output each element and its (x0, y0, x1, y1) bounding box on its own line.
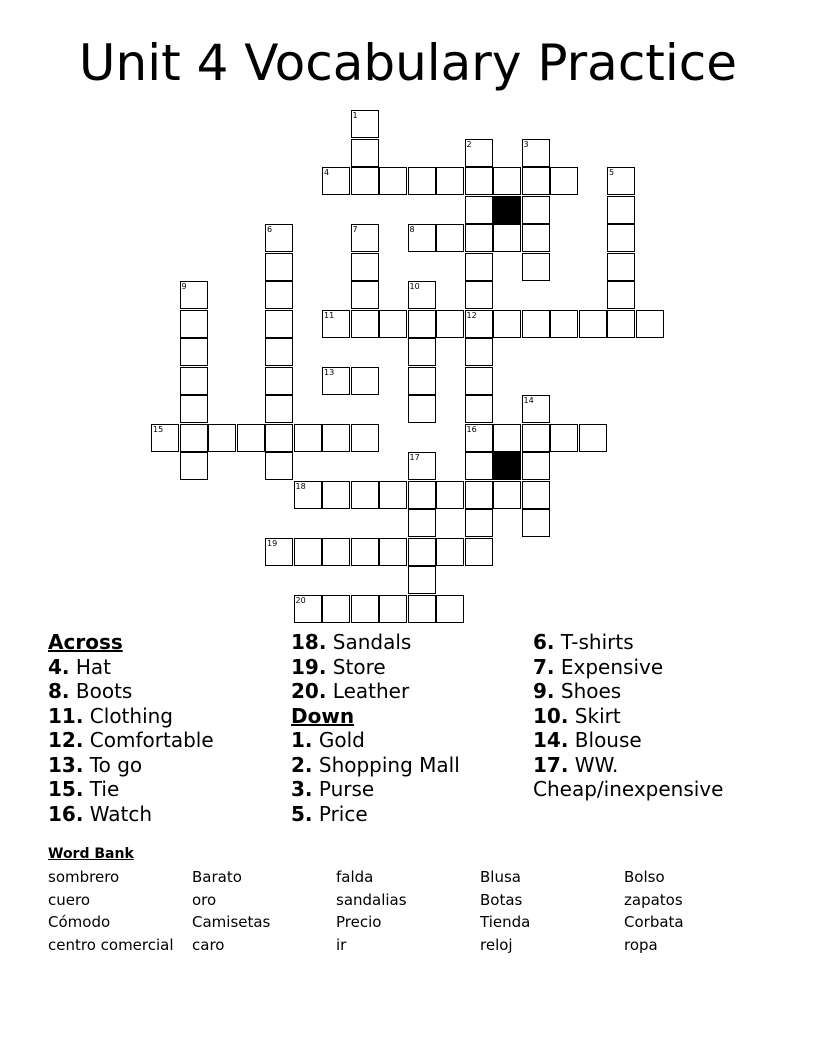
grid-cell[interactable] (465, 424, 493, 452)
grid-cell[interactable] (607, 253, 635, 281)
grid-cell[interactable] (522, 253, 550, 281)
grid-cell[interactable] (379, 167, 407, 195)
grid-cell[interactable] (265, 281, 293, 309)
grid-cell[interactable] (237, 424, 265, 452)
clue-number: 8. (48, 679, 70, 703)
grid-cell[interactable] (522, 167, 550, 195)
clue-number: 13. (48, 752, 84, 777)
grid-cell[interactable] (294, 595, 322, 623)
clue-text: Skirt (574, 703, 621, 728)
cell-number: 1 (352, 111, 358, 120)
grid-cell[interactable] (265, 310, 293, 338)
grid-cell[interactable] (265, 424, 293, 452)
word-bank-column (480, 866, 530, 956)
grid-cell[interactable] (522, 452, 550, 480)
grid-cell[interactable] (322, 167, 350, 195)
clue-item (48, 704, 214, 729)
cell-number: 6 (267, 225, 273, 234)
grid-cell[interactable] (493, 424, 521, 452)
grid-cell[interactable] (607, 224, 635, 252)
clue-item (291, 777, 460, 802)
clue-number: 3. (291, 777, 313, 801)
cell-number: 5 (609, 168, 615, 177)
grid-cell[interactable] (265, 338, 293, 366)
clue-item (291, 679, 460, 704)
grid-cell[interactable] (436, 595, 464, 623)
grid-cell[interactable] (322, 424, 350, 452)
word-bank-word: Tienda (480, 913, 531, 931)
grid-cell[interactable] (436, 481, 464, 509)
grid-cell[interactable] (465, 452, 493, 480)
clue-item (533, 630, 723, 655)
grid-cell[interactable] (465, 509, 493, 537)
cell-number: 13 (324, 367, 335, 377)
grid-cell[interactable] (465, 338, 493, 366)
clue-number: 18. (291, 630, 327, 654)
clue-text: Leather (332, 679, 410, 703)
word-bank-word: falda (336, 868, 374, 886)
clue-text: To go (89, 752, 143, 777)
clue-column-1 (48, 630, 214, 826)
cell-number: 7 (352, 225, 358, 234)
grid-cell[interactable] (408, 452, 436, 480)
word-bank-word: Bolso (624, 868, 665, 886)
clue-item (291, 728, 460, 753)
page-title: Unit 4 Vocabulary Practice (78, 34, 738, 92)
word-bank-word: Botas (480, 890, 523, 909)
grid-cell[interactable] (408, 224, 436, 252)
grid-cell[interactable] (408, 481, 436, 509)
grid-cell[interactable] (465, 167, 493, 195)
clue-number: 5. (291, 801, 313, 826)
grid-cell[interactable] (522, 139, 550, 167)
clue-number: 16. (48, 801, 84, 826)
grid-cell[interactable] (522, 224, 550, 252)
grid-cell[interactable] (351, 481, 379, 509)
clue-text: Price (318, 801, 368, 826)
grid-cell[interactable] (208, 424, 236, 452)
grid-cell[interactable] (294, 481, 322, 509)
clue-number: 10. (533, 703, 569, 728)
grid-cell[interactable] (408, 538, 436, 566)
grid-cell[interactable] (408, 367, 436, 395)
word-bank-word: Corbata (624, 913, 684, 931)
clue-text: Gold (318, 728, 365, 752)
clue-item (291, 630, 460, 655)
grid-cell[interactable] (465, 310, 493, 338)
cell-number: 14 (523, 396, 534, 405)
cell-number: 4 (324, 168, 330, 177)
cell-number: 2 (466, 139, 472, 149)
grid-cell[interactable] (265, 452, 293, 480)
grid-cell[interactable] (465, 281, 493, 309)
grid-cell[interactable] (351, 139, 379, 167)
clue-text: Boots (75, 679, 133, 703)
clue-item (533, 777, 723, 802)
grid-cell[interactable] (522, 395, 550, 423)
clue-item (48, 777, 214, 802)
grid-cell[interactable] (351, 424, 379, 452)
cell-number: 12 (466, 310, 477, 320)
grid-cell[interactable] (265, 395, 293, 423)
grid-cell[interactable] (322, 310, 350, 338)
grid-cell[interactable] (379, 481, 407, 509)
grid-cell[interactable] (379, 595, 407, 623)
grid-cell[interactable] (493, 224, 521, 252)
clue-number: 19. (291, 654, 327, 679)
word-bank-word: Camisetas (192, 913, 271, 931)
grid-cell[interactable] (607, 281, 635, 309)
grid-cell[interactable] (408, 566, 436, 594)
word-bank-word: sombrero (48, 868, 120, 886)
clue-text: Clothing (89, 703, 173, 728)
grid-cell[interactable] (436, 538, 464, 566)
grid-cell[interactable] (408, 338, 436, 366)
clue-text: Sandals (332, 630, 412, 654)
clue-item (533, 704, 723, 729)
word-bank-title: Word Bank (48, 846, 134, 862)
grid-cell[interactable] (322, 367, 350, 395)
grid-cell[interactable] (351, 281, 379, 309)
grid-cell[interactable] (180, 395, 208, 423)
clue-item (533, 679, 723, 704)
word-bank-column (192, 866, 270, 956)
cell-number: 16 (466, 424, 477, 434)
grid-cell[interactable] (522, 424, 550, 452)
clue-item (533, 655, 723, 680)
clue-item (291, 802, 460, 827)
black-cell (493, 196, 521, 224)
word-bank-word: Precio (336, 913, 382, 931)
grid-cell[interactable] (151, 424, 179, 452)
cell-number: 11 (324, 310, 335, 320)
grid-cell[interactable] (436, 167, 464, 195)
clue-text: Hat (75, 654, 112, 679)
clue-item (533, 753, 723, 778)
grid-cell[interactable] (265, 538, 293, 566)
word-bank-word: cuero (48, 890, 90, 909)
grid-cell[interactable] (351, 110, 379, 138)
grid-cell[interactable] (408, 167, 436, 195)
word-bank-word: zapatos (624, 890, 683, 909)
grid-cell[interactable] (465, 139, 493, 167)
clue-item (48, 655, 214, 680)
word-bank-word: Blusa (480, 868, 521, 886)
word-bank-word: oro (192, 890, 217, 909)
grid-cell[interactable] (579, 424, 607, 452)
grid-cell[interactable] (465, 196, 493, 224)
grid-cell[interactable] (493, 310, 521, 338)
word-bank-column (48, 866, 174, 956)
word-bank-word: reloj (480, 935, 513, 954)
grid-cell[interactable] (579, 310, 607, 338)
grid-cell[interactable] (322, 538, 350, 566)
clue-number: 7. (533, 654, 555, 679)
grid-cell[interactable] (351, 167, 379, 195)
word-bank-column (336, 866, 407, 956)
grid-cell[interactable] (180, 452, 208, 480)
grid-cell[interactable] (607, 310, 635, 338)
grid-cell[interactable] (351, 367, 379, 395)
clue-number: 17. (533, 752, 569, 777)
grid-cell[interactable] (351, 538, 379, 566)
grid-cell[interactable] (180, 310, 208, 338)
grid-cell[interactable] (408, 595, 436, 623)
grid-cell[interactable] (493, 481, 521, 509)
word-bank-word: centro comercial (48, 935, 174, 954)
grid-cell[interactable] (322, 481, 350, 509)
clue-text: Expensive (560, 654, 664, 679)
grid-cell[interactable] (408, 395, 436, 423)
clue-section-heading: Across (48, 630, 123, 654)
clue-item (291, 753, 460, 778)
clue-text: Blouse (574, 728, 642, 752)
cell-number: 9 (181, 282, 187, 291)
clue-item (291, 655, 460, 680)
grid-cell[interactable] (550, 424, 578, 452)
clue-column-3 (533, 630, 723, 802)
black-cell (493, 452, 521, 480)
clue-text: Cheap/inexpensive (533, 777, 724, 801)
word-bank-word: Barato (192, 868, 242, 886)
clue-item (48, 802, 214, 827)
grid-cell[interactable] (465, 367, 493, 395)
grid-cell[interactable] (522, 509, 550, 537)
grid-cell[interactable] (180, 338, 208, 366)
word-bank-word: ir (336, 935, 347, 954)
word-bank-column (624, 866, 684, 956)
clue-text: T-shirts (560, 630, 634, 654)
clue-text: Purse (318, 777, 375, 801)
grid-cell[interactable] (351, 253, 379, 281)
grid-cell[interactable] (465, 253, 493, 281)
grid-cell[interactable] (522, 481, 550, 509)
grid-cell[interactable] (180, 367, 208, 395)
grid-cell[interactable] (465, 224, 493, 252)
clue-number: 12. (48, 728, 84, 752)
grid-cell[interactable] (465, 395, 493, 423)
clue-item (48, 728, 214, 753)
grid-cell[interactable] (493, 167, 521, 195)
grid-cell[interactable] (408, 281, 436, 309)
clue-text: Shoes (560, 679, 622, 703)
clue-item (533, 728, 723, 753)
grid-cell[interactable] (265, 253, 293, 281)
cell-number: 15 (153, 424, 164, 434)
clue-number: 11. (48, 703, 84, 728)
grid-cell[interactable] (408, 310, 436, 338)
clue-number: 15. (48, 777, 84, 801)
grid-cell[interactable] (351, 595, 379, 623)
grid-cell[interactable] (322, 595, 350, 623)
grid-cell[interactable] (636, 310, 664, 338)
grid-cell[interactable] (522, 310, 550, 338)
clue-number: 6. (533, 630, 555, 654)
grid-cell[interactable] (607, 167, 635, 195)
grid-cell[interactable] (294, 538, 322, 566)
grid-cell[interactable] (379, 310, 407, 338)
clue-text: Watch (89, 801, 153, 826)
grid-cell[interactable] (180, 424, 208, 452)
clue-number: 1. (291, 728, 313, 752)
cell-number: 17 (409, 453, 420, 462)
clue-number: 20. (291, 679, 327, 703)
cell-number: 8 (409, 225, 415, 234)
clue-section-heading: Down (291, 703, 355, 728)
grid-cell[interactable] (465, 538, 493, 566)
grid-cell[interactable] (408, 509, 436, 537)
clue-number: 2. (291, 752, 313, 777)
cell-number: 3 (523, 139, 529, 149)
grid-cell[interactable] (550, 167, 578, 195)
grid-cell[interactable] (265, 224, 293, 252)
grid-cell[interactable] (465, 481, 493, 509)
word-bank-word: Cómodo (48, 913, 111, 931)
clue-item (48, 753, 214, 778)
clue-number: 4. (48, 654, 70, 679)
grid-cell[interactable] (607, 196, 635, 224)
grid-cell[interactable] (180, 281, 208, 309)
clue-text: Comfortable (89, 728, 214, 752)
word-bank-word: ropa (624, 935, 658, 954)
clue-text: Tie (89, 777, 120, 801)
grid-cell[interactable] (265, 367, 293, 395)
cell-number: 18 (295, 481, 306, 491)
clue-item (48, 679, 214, 704)
grid-cell[interactable] (550, 310, 578, 338)
clue-text: Shopping Mall (318, 752, 460, 777)
clue-number: 9. (533, 679, 555, 703)
cell-number: 19 (267, 538, 278, 548)
grid-cell[interactable] (522, 196, 550, 224)
grid-cell[interactable] (351, 310, 379, 338)
clue-text: WW. (574, 752, 619, 777)
cell-number: 10 (409, 282, 420, 291)
grid-cell[interactable] (294, 424, 322, 452)
clue-text: Store (332, 654, 386, 679)
grid-cell[interactable] (436, 310, 464, 338)
grid-cell[interactable] (351, 224, 379, 252)
grid-cell[interactable] (379, 538, 407, 566)
clue-column-2 (291, 630, 460, 826)
clue-number: 14. (533, 728, 569, 752)
cell-number: 20 (295, 595, 306, 605)
word-bank-word: sandalias (336, 890, 407, 909)
word-bank-word: caro (192, 935, 225, 954)
grid-cell[interactable] (436, 224, 464, 252)
